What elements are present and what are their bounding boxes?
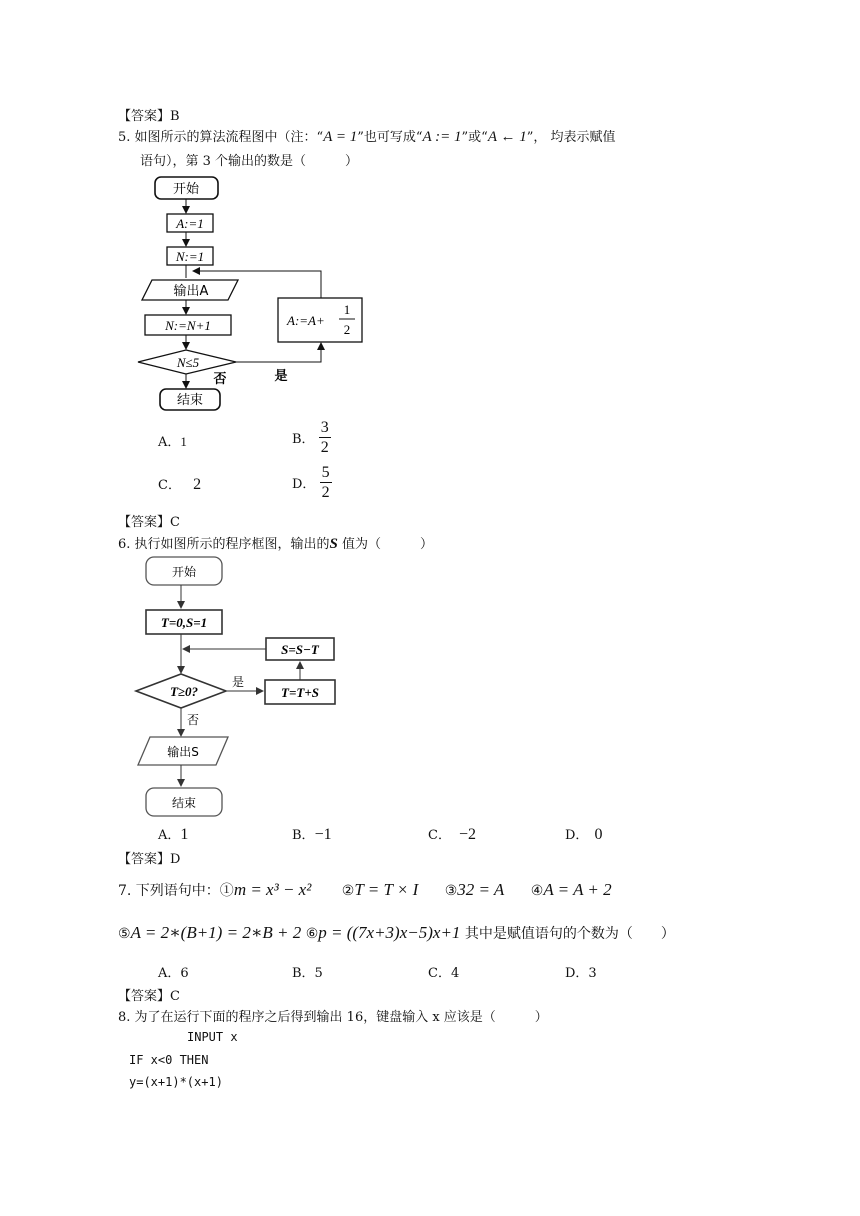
q5-n-init-label: N:=1 <box>175 249 205 264</box>
q6-start-label: 开始 <box>171 565 197 579</box>
q7-mark-5: ⑤ <box>118 926 131 942</box>
q8-stem: 8. 为了在运行下面的程序之后得到输出 16，键盘输入 x 应该是（ ） <box>118 1010 548 1025</box>
q6-option-a-value: 1 <box>180 826 189 843</box>
q5-option-b-fraction <box>319 418 331 457</box>
q7-statement-3: 32 = A <box>457 880 505 899</box>
q6-option-c-label: C． <box>428 828 451 843</box>
q7-statement-1: m = x³ − x² <box>233 880 312 899</box>
q5-math-2: A := 1 <box>422 129 462 145</box>
q7-mark-4: ④ <box>530 883 544 899</box>
q7-option-a: A．6 <box>158 966 189 981</box>
q7-mark-3: ③ <box>444 883 458 899</box>
q5-output-label: 输出A <box>173 284 209 299</box>
q7-mark-6: ⑥ <box>305 926 319 942</box>
q5-option-a-label: A． <box>158 435 181 450</box>
q6-cond-label: T≥0? <box>169 684 199 699</box>
q7-mark-2: ② <box>341 883 355 899</box>
q8-code-line-1: INPUT x <box>187 1030 238 1044</box>
q5-option-c-value: 2 <box>193 476 202 493</box>
q7-statement-6: p = ((7x+3)x−5)x+1 <box>318 923 461 942</box>
q5-option-d-label: D． <box>292 477 316 492</box>
q5-stem-line2: 语句），第 3 个输出的数是（ ） <box>140 154 359 169</box>
q5-stem-mid2: ”或“ <box>461 130 488 145</box>
q6-option-b <box>292 824 332 844</box>
q5-option-b-num: 3 <box>320 419 329 436</box>
q7-statement-5: A = 2∗(B+1) = 2∗B + 2 <box>130 923 302 942</box>
q5-math-1: A = 1 <box>323 129 358 145</box>
q5-stem-line1 <box>118 126 616 146</box>
q6-option-d <box>565 824 602 844</box>
q5-update-den: 2 <box>343 322 351 337</box>
q7-line2 <box>118 923 675 943</box>
q7-stem-pre: 7. 下列语句中：① <box>118 883 234 899</box>
q6-no-label: 否 <box>186 713 200 727</box>
q5-cond-label: N≤5 <box>176 355 200 370</box>
q5-stem-mid1: ”也可写成“ <box>357 130 423 145</box>
q6-t-update-label: T=T+S <box>281 685 319 700</box>
answer-q7: 【答案】C <box>118 989 180 1004</box>
q5-option-d-num: 5 <box>321 464 330 481</box>
q6-stem <box>118 533 433 553</box>
q6-option-d-label: D． <box>565 828 589 843</box>
q5-n-inc-label: N:=N+1 <box>165 318 211 333</box>
q5-no-label: 否 <box>213 372 227 387</box>
q7-statement-4: A = A + 2 <box>543 880 612 899</box>
q5-update-pre: A:=A+ <box>287 313 325 328</box>
answer-q6: 【答案】D <box>118 852 181 867</box>
q6-output-label: 输出S <box>167 745 199 759</box>
q6-s-update-label: S=S−T <box>281 642 319 657</box>
q5-option-b-den: 2 <box>320 439 329 456</box>
q6-option-b-value: −1 <box>314 826 332 843</box>
q5-yes-label: 是 <box>274 369 288 384</box>
q5-update-num: 1 <box>343 302 351 317</box>
q5-option-d-den: 2 <box>321 484 330 501</box>
q5-option-b-label: B． <box>292 432 315 447</box>
q5-option-a <box>158 431 187 450</box>
answer-q5: 【答案】C <box>118 515 180 530</box>
answer-q4: 【答案】B <box>118 109 180 124</box>
q5-start-label: 开始 <box>172 182 200 197</box>
q5-flowchart <box>136 172 376 412</box>
q7-option-d: D．3 <box>565 966 597 981</box>
q5-a-init-label: A:=1 <box>176 216 204 231</box>
q6-stem-post: 值为（ ） <box>337 537 434 552</box>
q7-stem-post: 其中是赋值语句的个数为（ ） <box>460 926 675 942</box>
q5-option-c-label: C． <box>158 478 181 493</box>
q6-option-d-value: 0 <box>594 826 603 843</box>
q6-option-a <box>158 824 188 844</box>
q7-option-b: B．5 <box>292 966 323 981</box>
q6-init-label: T=0,S=1 <box>160 615 208 630</box>
q6-end-label: 结束 <box>171 796 197 810</box>
q5-math-3: A ← 1 <box>487 129 527 145</box>
q6-option-c-value: −2 <box>458 826 476 843</box>
q6-stem-var: S <box>329 536 338 552</box>
q8-code-line-2: IF x<0 THEN <box>129 1053 209 1067</box>
q5-option-b <box>292 418 331 457</box>
q5-option-d <box>292 463 332 502</box>
q7-option-c: C．4 <box>428 966 460 981</box>
q5-option-a-value: 1 <box>180 434 187 449</box>
q5-option-d-fraction <box>320 463 332 502</box>
q6-flowchart <box>132 552 342 822</box>
q6-option-a-label: A． <box>158 828 181 843</box>
q5-stem-post: ”， 均表示赋值 <box>526 130 616 145</box>
q6-option-b-label: B． <box>292 828 315 843</box>
q7-line1 <box>118 880 612 900</box>
q5-stem-pre: 5. 如图所示的算法流程图中（注：“ <box>118 130 324 145</box>
q8-code-line-3: y=(x+1)*(x+1) <box>129 1075 223 1089</box>
q7-statement-2: T = T × I <box>354 880 419 899</box>
q5-end-label: 结束 <box>176 393 204 408</box>
q6-yes-label: 是 <box>231 675 245 689</box>
q5-option-c <box>158 474 201 494</box>
q6-stem-pre: 6. 执行如图所示的程序框图，输出的 <box>118 537 330 552</box>
q6-option-c <box>428 824 476 844</box>
